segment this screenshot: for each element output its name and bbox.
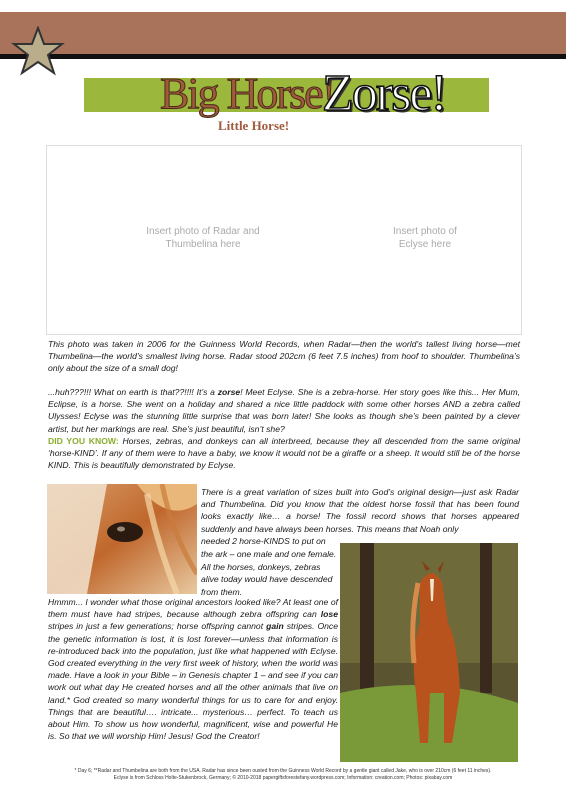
- paragraph-zorse: ...huh???!!! What on earth is that??!!!! It’s a zorse! Meet Eclyse. She is a zebra-horse. Her story goes like this... Her Mum, Eclipse, is a horse. She went on a holiday and shared a nice little paddock with some other horses AND a zebra called Ulysses! Eclyse was the stunning little surprise that was born later! She looks as though she’s been painted by a clever artist, but her markings are real. She’s just beautiful, isn’t she?: [48, 387, 520, 434]
- footnote: [40, 768, 526, 782]
- header-divider: [0, 54, 566, 59]
- footnote-line-2: Eclyse is from Schloss Holte-Stukenbrock, Germany; © 2010-2018 papergiftsforestefany.wordpress.com; Information: creation.com; Photos: pixabay.com: [113, 775, 453, 781]
- paragraph-noah: needed 2 horse-KINDS to put on the ark – one male and one female. All the horses, donkeys, zebras alive today would have descended from them.: [201, 536, 337, 598]
- horse-eye-photo: [47, 484, 197, 594]
- footnote-line-1: * Day 6; **Radar and Thumbelina are both from the USA. Radar has since been ousted from the Guinness World Record by a gentle giant called Jake, who is over 210cm (6 feet 11 inches).: [74, 768, 492, 774]
- paragraph-intro: This photo was taken in 2006 for the Guinness World Records, when Radar—then the world’s tallest living horse—met Thumbelina—the world’s smallest living horse. Radar stood 202cm (6 feet 7.5 inches) from hoof to shoulder. Thumbelina’s only about the size of a small dog!: [48, 339, 520, 374]
- photo-placeholder-radar: Insert photo of Radar and Thumbelina here: [146, 226, 260, 250]
- title-sub: Little Horse!: [218, 118, 290, 133]
- eclyse-horse-photo: [340, 543, 518, 762]
- title-zorse: Zorse!: [322, 65, 446, 122]
- photo-placeholder-eclyse: Insert photo of Eclyse here: [393, 226, 457, 250]
- paragraph-did-you-know: DID YOU KNOW: Horses, zebras, and donkeys can all interbreed, because they all descended from the same original ‘horse-KIND’. If any of them were to have a baby, we know it would not be a giraffe or a sheep. It would still be of the horse KIND. This is beautifully demonstrated by Eclyse.: [48, 436, 520, 471]
- paragraph-variation: There is a great variation of sizes built into God’s original design—just ask Radar and Thumbelina. Did you know that the oldest horse fossil that has been found looks exactly like… a horse! The fossil record shows that horses appeared suddenly and have always been horses. This means that Noah only: [201, 487, 519, 534]
- star-icon: [6, 26, 66, 78]
- header-band: [0, 12, 566, 54]
- paragraph-ancestors: Hmmm... I wonder what those original ancestors looked like? At least one of them must have had stripes, because although zebra offspring can lose stripes in just a few generations; horse offspring cannot gain stripes. Once the genetic information is lost, it is lost forever—unless that information is re-introduced back into the population, just like what happened with Eclyse. God created everything in the very first week of history, when the world was made. Have a look in your Bible – in Genesis chapter 1 – and see if you can work out what day He created horses and all the other animals that live on land.* God created so many wonderful things for us to care for and enjoy. Things that are beautiful…. intricate... mysterious… perfect. To teach us about Him. To show us how wonderful, magnificent, wise and powerful He is. So that we will worship Him! Jesus! God the Creator!: [48, 597, 339, 742]
- did-you-know-label: DID YOU KNOW:: [48, 436, 119, 446]
- title-main: Big Horse!: [160, 69, 335, 118]
